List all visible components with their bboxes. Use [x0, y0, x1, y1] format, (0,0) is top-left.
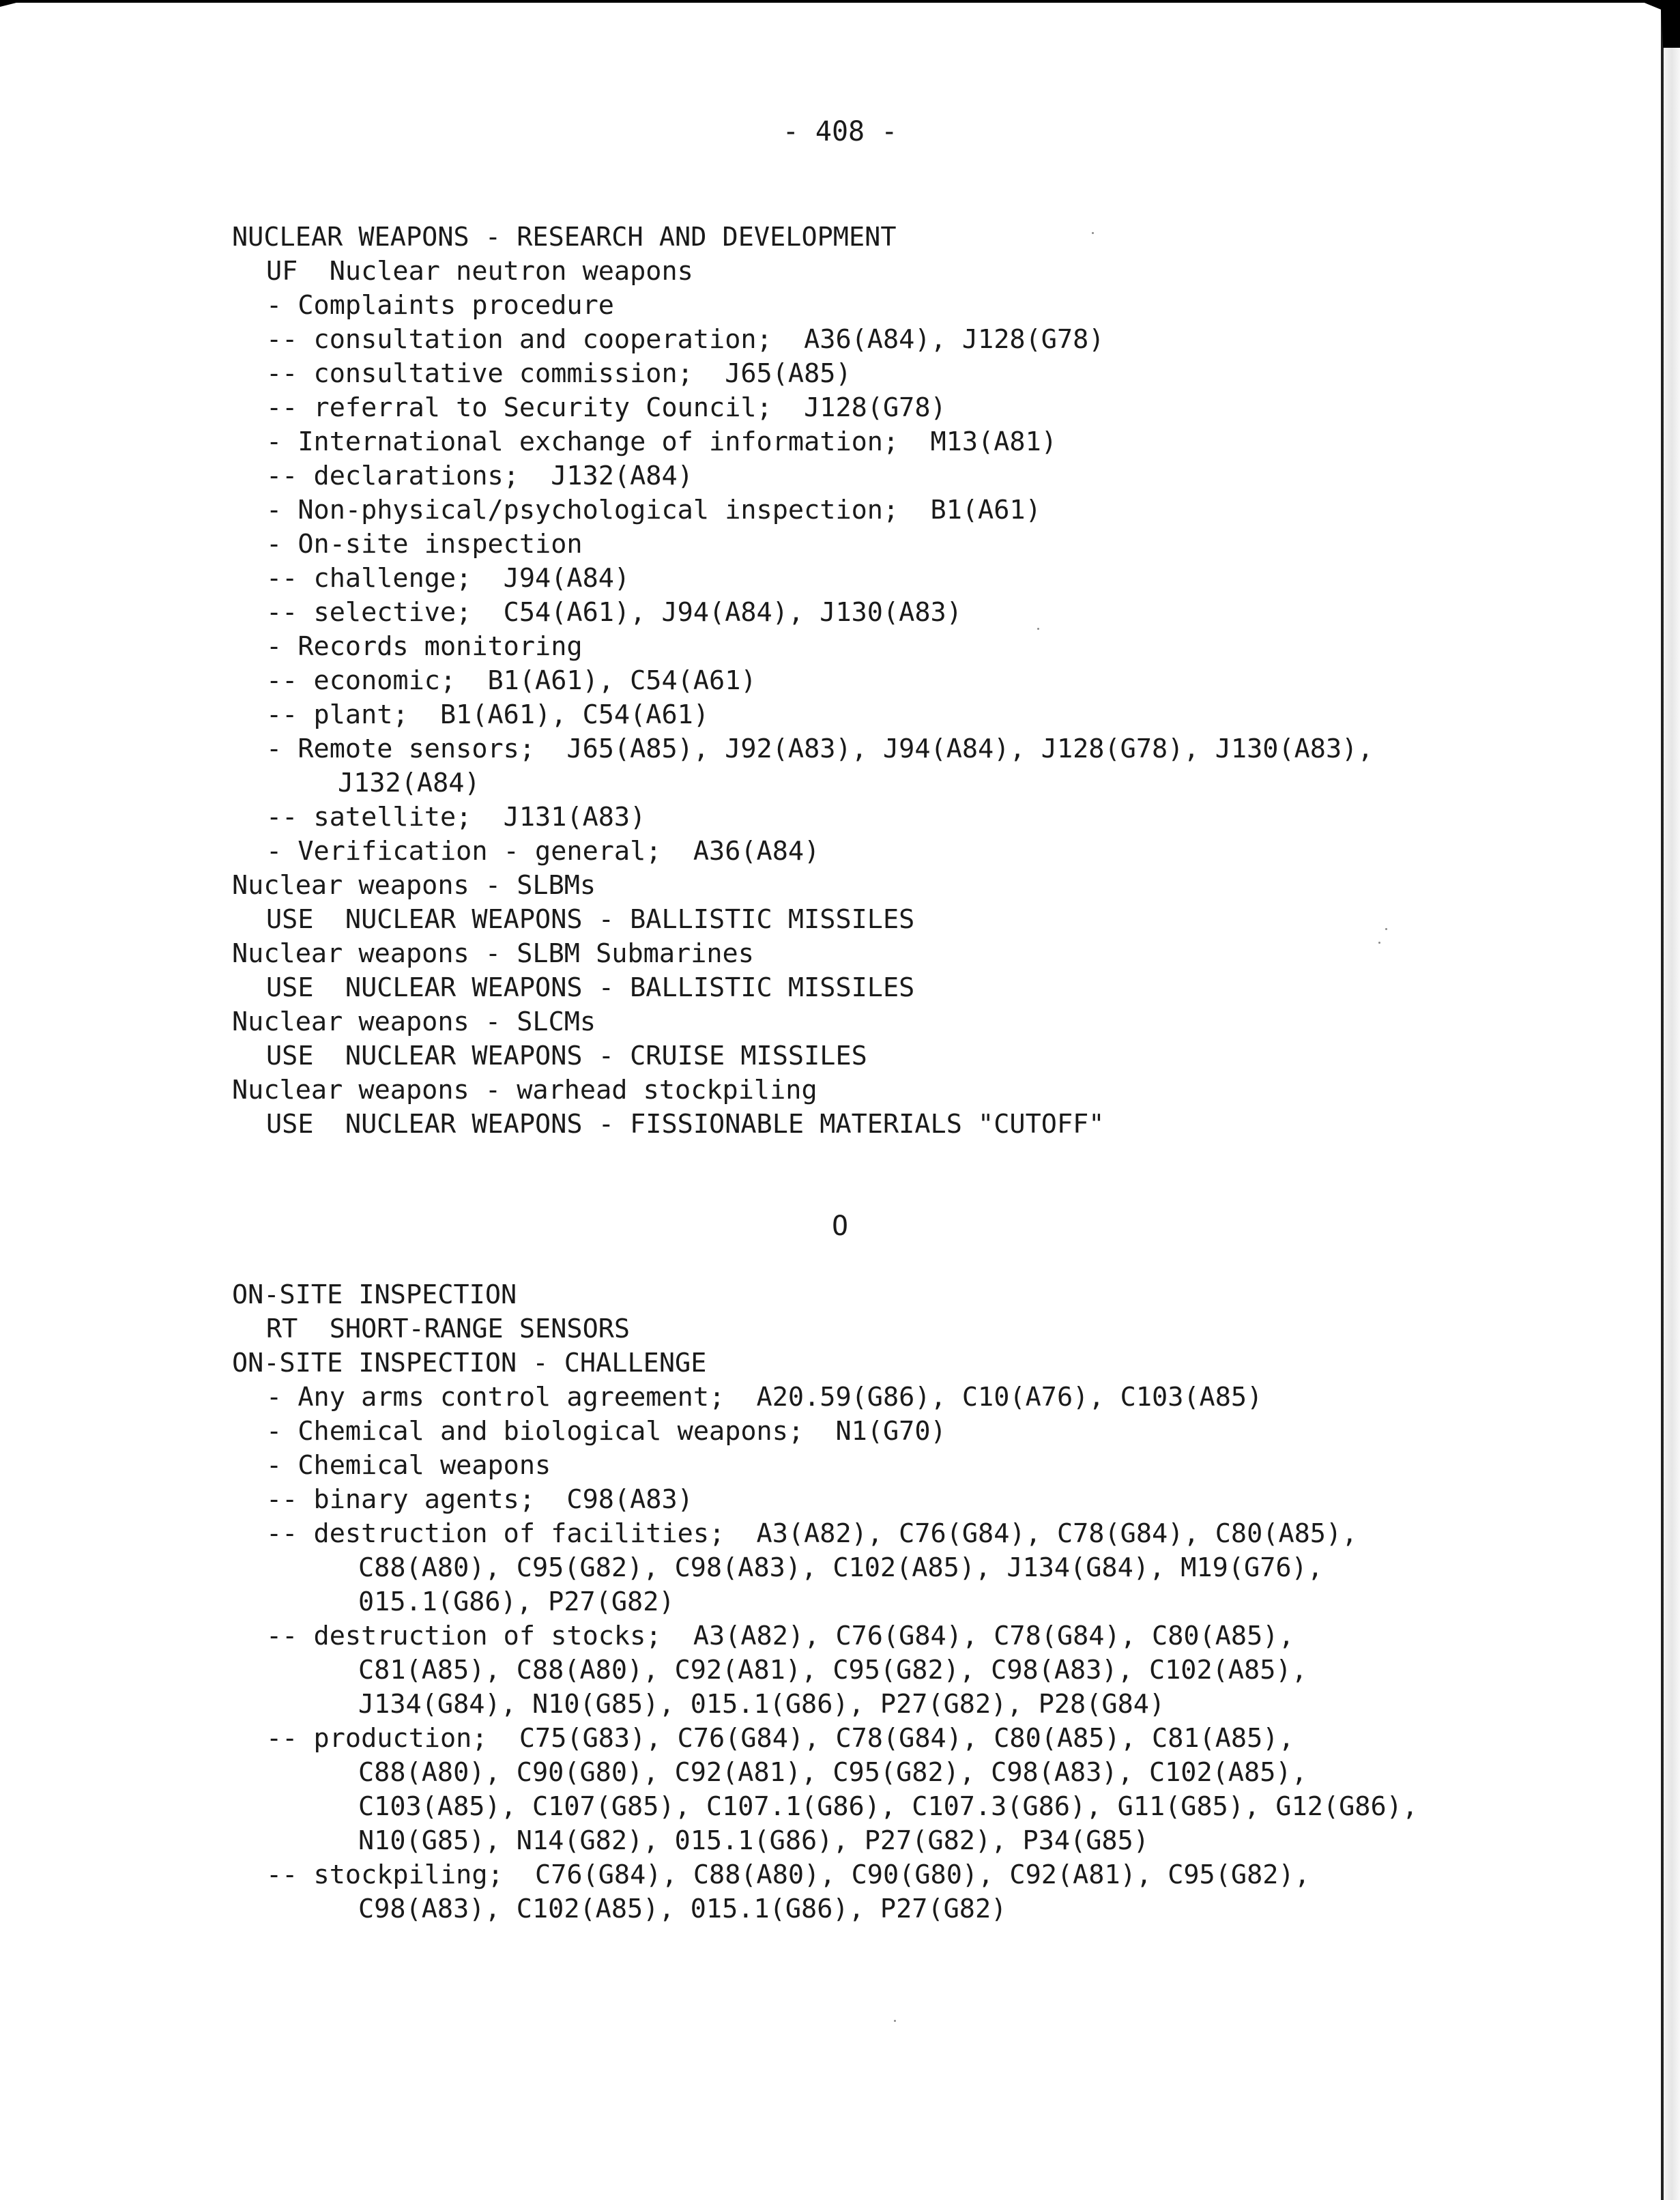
- index-subsubentry: -- consultation and cooperation; A36(A84), J128(G78): [266, 324, 1105, 355]
- index-subsubentry: -- production; C75(G83), C76(G84), C78(G84), C80(A85), C81(A85),: [266, 1723, 1294, 1754]
- index-subentry: - On-site inspection: [266, 529, 583, 560]
- scan-speck: [1092, 232, 1094, 234]
- index-subentry: - Non-physical/psychological inspection; B1(A61): [266, 495, 1041, 525]
- index-subsubentry: -- destruction of stocks; A3(A82), C76(G84), C78(G84), C80(A85),: [266, 1621, 1294, 1651]
- index-subsubentry: -- referral to Security Council; J128(G78): [266, 392, 946, 423]
- cross-reference: USE NUCLEAR WEAPONS - BALLISTIC MISSILES: [266, 904, 915, 935]
- index-subsubentry: -- declarations; J132(A84): [266, 461, 693, 491]
- scan-edge-top: [0, 0, 1680, 3]
- index-block-on-site-inspection: [232, 1278, 1418, 1926]
- scan-edge-right: [1658, 0, 1680, 2200]
- index-subsubentry: -- binary agents; C98(A83): [266, 1484, 693, 1515]
- index-subsubentry: -- satellite; J131(A83): [266, 802, 646, 833]
- index-subentry: - Verification - general; A36(A84): [266, 836, 820, 867]
- index-subsubentry: -- economic; B1(A61), C54(A61): [266, 665, 757, 696]
- index-subsubentry: -- destruction of facilities; A3(A82), C76(G84), C78(G84), C80(A85),: [266, 1518, 1358, 1549]
- cross-reference: USE NUCLEAR WEAPONS - BALLISTIC MISSILES: [266, 972, 915, 1003]
- section-letter: O: [831, 1211, 849, 1242]
- index-continuation: C103(A85), C107(G85), C107.1(G86), C107.3(G86), G11(G85), G12(G86),: [358, 1791, 1418, 1822]
- scan-speck: [894, 2020, 896, 2022]
- index-subentry: - Chemical and biological weapons; N1(G70): [266, 1416, 946, 1447]
- index-subentry: - Chemical weapons: [266, 1450, 551, 1481]
- index-continuation: C98(A83), C102(A85), 015.1(G86), P27(G82): [358, 1894, 1007, 1924]
- index-subentry: - Complaints procedure: [266, 290, 614, 321]
- index-subsubentry: -- plant; B1(A61), C54(A61): [266, 699, 710, 730]
- index-heading: Nuclear weapons - warhead stockpiling: [232, 1075, 817, 1105]
- scan-speck: [1037, 628, 1039, 630]
- index-heading: NUCLEAR WEAPONS - RESEARCH AND DEVELOPMENT: [232, 222, 897, 252]
- scan-speck: [1385, 928, 1387, 930]
- index-subentry: - Any arms control agreement; A20.59(G86), C10(A76), C103(A85): [266, 1382, 1263, 1413]
- index-subsubentry: -- selective; C54(A61), J94(A84), J130(A83): [266, 597, 962, 628]
- index-continuation: 015.1(G86), P27(G82): [358, 1587, 675, 1617]
- cross-reference: USE NUCLEAR WEAPONS - FISSIONABLE MATERIALS "CUTOFF": [266, 1109, 1105, 1140]
- index-heading: Nuclear weapons - SLBMs: [232, 870, 596, 901]
- index-continuation: N10(G85), N14(G82), 015.1(G86), P27(G82), P34(G85): [358, 1825, 1149, 1856]
- index-heading: ON-SITE INSPECTION - CHALLENGE: [232, 1348, 707, 1378]
- scan-speck: [1378, 942, 1380, 944]
- index-heading: ON-SITE INSPECTION: [232, 1279, 517, 1310]
- page-number: - 408 -: [782, 116, 898, 147]
- cross-reference: RT SHORT-RANGE SENSORS: [266, 1314, 631, 1344]
- scan-corner-top-left: [0, 0, 27, 7]
- index-continuation: J132(A84): [338, 768, 480, 798]
- index-continuation: C81(A85), C88(A80), C92(A81), C95(G82), C98(A83), C102(A85),: [358, 1655, 1307, 1685]
- index-subentry: - Records monitoring: [266, 631, 583, 662]
- index-subsubentry: -- challenge; J94(A84): [266, 563, 631, 594]
- index-continuation: C88(A80), C95(G82), C98(A83), C102(A85), J134(G84), M19(G76),: [358, 1552, 1323, 1583]
- index-heading: Nuclear weapons - SLBM Submarines: [232, 938, 754, 969]
- index-continuation: J134(G84), N10(G85), 015.1(G86), P27(G82), P28(G84): [358, 1689, 1165, 1720]
- index-subsubentry: -- stockpiling; C76(G84), C88(A80), C90(G80), C92(A81), C95(G82),: [266, 1859, 1310, 1890]
- index-heading: Nuclear weapons - SLCMs: [232, 1007, 596, 1037]
- cross-reference: UF Nuclear neutron weapons: [266, 256, 693, 287]
- index-subsubentry: -- consultative commission; J65(A85): [266, 358, 852, 389]
- cross-reference: USE NUCLEAR WEAPONS - CRUISE MISSILES: [266, 1041, 867, 1071]
- index-subentry: - International exchange of information; M13(A81): [266, 426, 1057, 457]
- index-continuation: C88(A80), C90(G80), C92(A81), C95(G82), C98(A83), C102(A85),: [358, 1757, 1307, 1788]
- index-subentry: - Remote sensors; J65(A85), J92(A83), J94(A84), J128(G78), J130(A83),: [266, 734, 1374, 764]
- index-block-nuclear-weapons: [232, 220, 1374, 1142]
